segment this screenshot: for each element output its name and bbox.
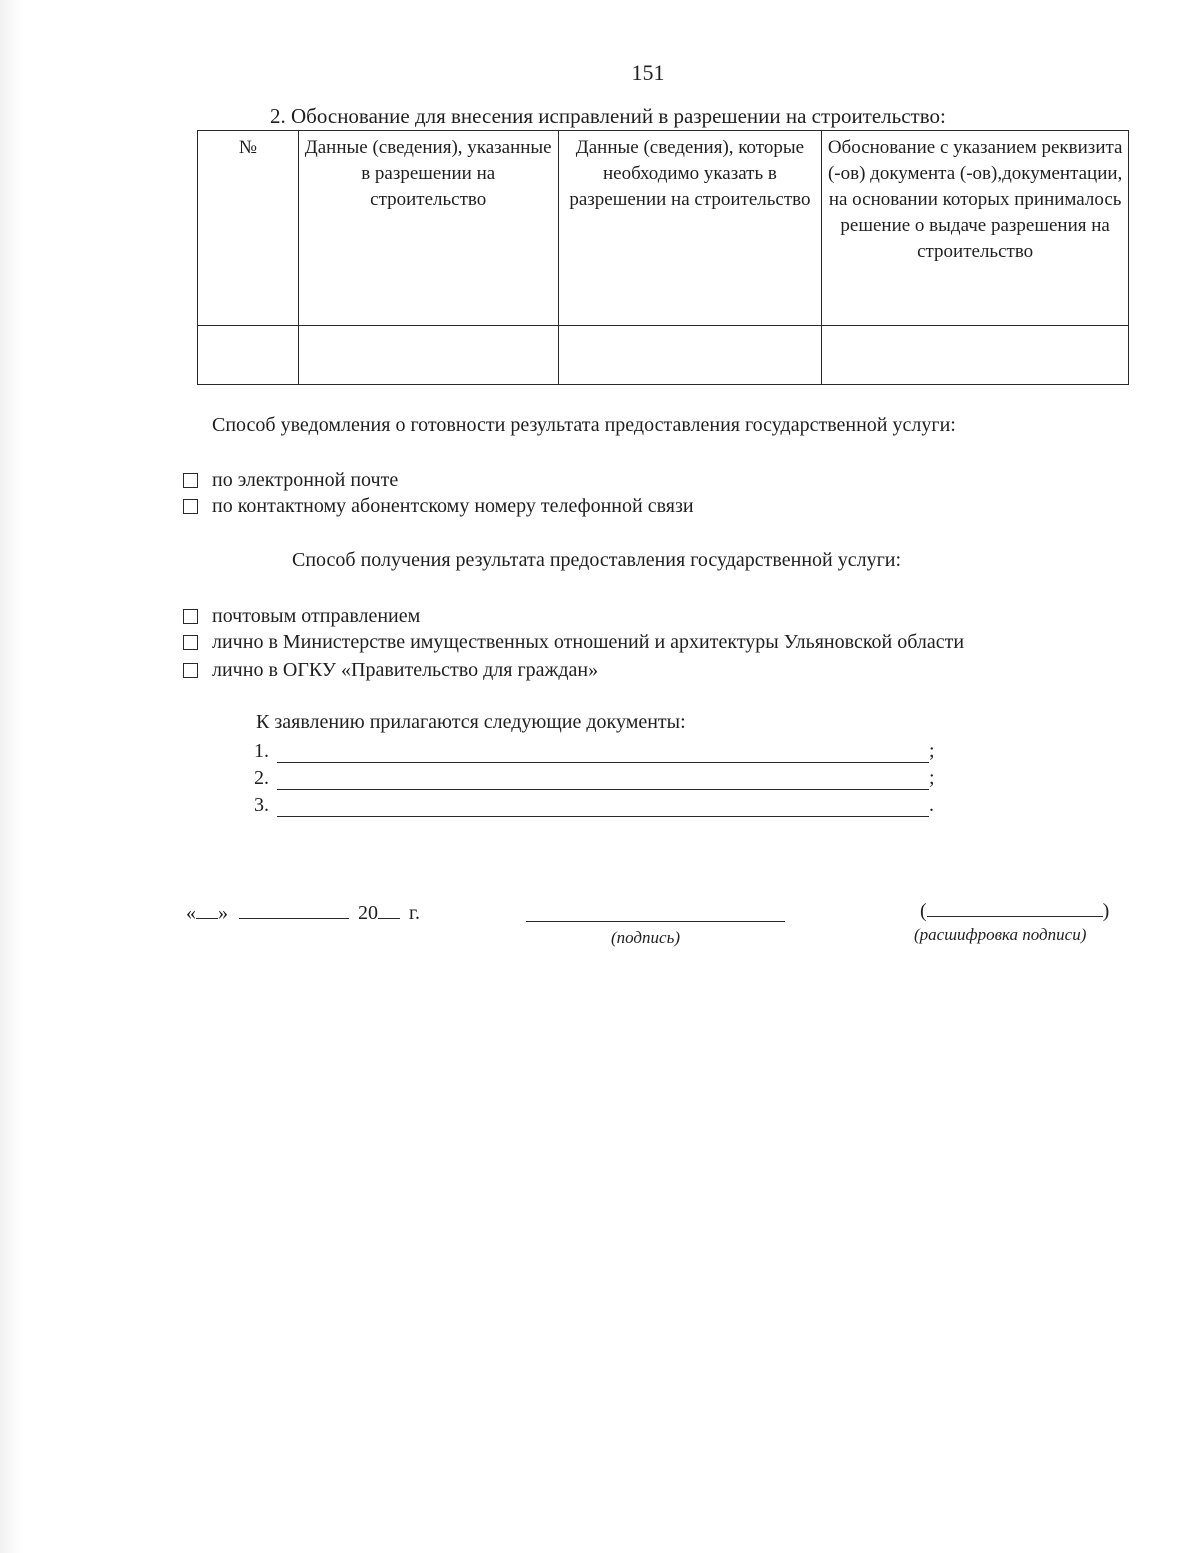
checkbox-mail[interactable]	[183, 609, 198, 624]
signature-decode-input[interactable]	[927, 898, 1103, 917]
attachment-number: 2.	[254, 767, 269, 789]
attachment-number: 3.	[254, 794, 269, 816]
date-quote-close: »	[218, 902, 228, 924]
receive-option-mail	[183, 605, 420, 628]
option-label: почтовым отправлением	[212, 605, 421, 627]
decode-paren-open: (	[920, 900, 927, 922]
header-justification: Обоснование с указанием реквизита (-ов) документа (-ов),документации, на основании которых принималось решение о выдаче разрешения на строительство	[822, 131, 1129, 326]
checkbox-ogku[interactable]	[183, 663, 198, 678]
cell-current-data[interactable]	[298, 326, 558, 385]
year-suffix: г.	[409, 902, 420, 924]
option-label: по контактному абонентскому номеру телефонной связи	[212, 495, 694, 517]
attachment-line-1	[254, 740, 935, 763]
attachment-input-1[interactable]	[277, 744, 929, 763]
attachment-end: .	[929, 794, 934, 816]
signature-decode-caption: (расшифровка подписи)	[914, 925, 1087, 944]
date-quote-open: «	[186, 902, 196, 924]
checkbox-ministry[interactable]	[183, 635, 198, 650]
attachment-number: 1.	[254, 740, 269, 762]
header-current-data: Данные (сведения), указанные в разрешении на строительство	[298, 131, 558, 326]
cell-new-data[interactable]	[558, 326, 822, 385]
checkbox-email[interactable]	[183, 473, 198, 488]
header-number: №	[198, 131, 299, 326]
signature-decode-field	[920, 898, 1109, 923]
option-label: лично в ОГКУ «Правительство для граждан»	[212, 659, 599, 681]
cell-justification[interactable]	[822, 326, 1129, 385]
notify-heading: Способ уведомления о готовности результата предоставления государственной услуги:	[212, 414, 956, 436]
signature-caption: (подпись)	[611, 928, 680, 947]
attachment-end: ;	[929, 767, 935, 789]
signature-input[interactable]	[526, 921, 785, 922]
month-input[interactable]	[239, 900, 349, 919]
attachments-heading: К заявлению прилагаются следующие документы:	[256, 711, 686, 733]
header-new-data: Данные (сведения), которые необходимо указать в разрешении на строительство	[558, 131, 822, 326]
receive-option-ogku	[183, 659, 598, 682]
attachment-input-3[interactable]	[277, 798, 929, 817]
section-heading: 2. Обоснование для внесения исправлений в разрешении на строительство:	[270, 104, 946, 128]
year-prefix: 20	[358, 902, 378, 924]
receive-heading: Способ получения результата предоставления государственной услуги:	[292, 549, 902, 571]
page-number: 151	[631, 60, 665, 85]
notify-option-email	[183, 469, 398, 492]
table-row	[198, 326, 1129, 385]
option-label: лично в Министерстве имущественных отношений и архитектуры Ульяновской области	[212, 631, 965, 653]
attachment-line-2	[254, 767, 935, 790]
decode-paren-close: )	[1102, 900, 1110, 922]
attachment-end: ;	[929, 740, 935, 762]
attachment-line-3	[254, 794, 934, 817]
cell-number[interactable]	[198, 326, 299, 385]
year-input[interactable]	[378, 900, 400, 919]
checkbox-phone[interactable]	[183, 499, 198, 514]
receive-option-ministry	[183, 631, 964, 654]
attachment-input-2[interactable]	[277, 771, 929, 790]
justification-table	[197, 130, 1129, 385]
scan-edge-shadow	[0, 0, 24, 1553]
table-header-row	[198, 131, 1129, 326]
notify-option-phone	[183, 495, 694, 518]
option-label: по электронной почте	[212, 469, 399, 491]
day-input[interactable]	[196, 900, 218, 919]
date-field	[186, 900, 420, 925]
